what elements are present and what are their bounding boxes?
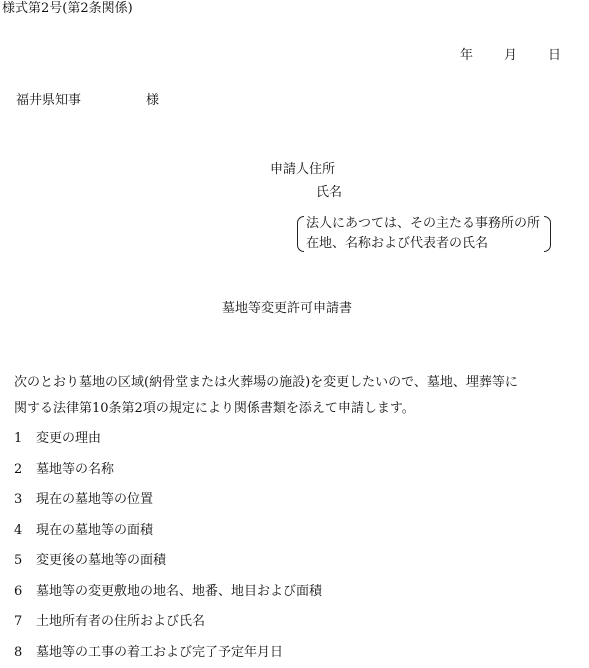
body-line-2: 関する法律第10条第2項の規定により関係書類を添えて申請します。	[14, 396, 584, 422]
corporate-note-line-1: 法人にあつては、その主たる事務所の所	[306, 214, 540, 234]
date-day-label: 日	[548, 49, 561, 62]
date-year-label: 年	[460, 49, 473, 62]
document-title: 墓地等変更許可申請書	[222, 302, 352, 315]
list-item	[14, 546, 322, 577]
corporate-note-line-2: 在地、名称および代表者の氏名	[306, 234, 540, 254]
item-text: 墓地等の名称	[36, 455, 114, 486]
item-number: 7	[14, 607, 36, 638]
date-month-label: 月	[504, 49, 517, 62]
item-number: 5	[14, 546, 36, 577]
list-item	[14, 577, 322, 608]
right-bracket	[544, 216, 551, 252]
item-text: 現在の墓地等の面積	[36, 516, 153, 547]
list-item	[14, 516, 322, 547]
list-item	[14, 485, 322, 516]
item-number: 3	[14, 485, 36, 516]
applicant-address-label: 申請人住所	[270, 163, 335, 176]
body-line-1: 次のとおり墓地の区域(納骨堂または火葬場の施設)を変更したいので、墓地、埋葬等に	[14, 370, 584, 396]
addressee-name: 福井県知事	[16, 94, 81, 107]
item-list	[14, 424, 322, 668]
item-number: 4	[14, 516, 36, 547]
item-number: 1	[14, 424, 36, 455]
item-number: 2	[14, 455, 36, 486]
form-number: 様式第2号(第2条関係)	[2, 2, 133, 15]
item-number: 8	[14, 638, 36, 668]
list-item	[14, 424, 322, 455]
document-body	[14, 370, 584, 422]
list-item	[14, 455, 322, 486]
applicant-name-label: 氏名	[316, 186, 342, 199]
item-text: 墓地等の変更敷地の地名、地番、地目および面積	[36, 577, 322, 608]
item-text: 現在の墓地等の位置	[36, 485, 153, 516]
left-bracket	[297, 216, 304, 252]
item-text: 土地所有者の住所および氏名	[36, 607, 205, 638]
addressee-honorific: 様	[146, 94, 159, 107]
item-number: 6	[14, 577, 36, 608]
list-item	[14, 607, 322, 638]
item-text: 変更の理由	[36, 424, 101, 455]
list-item	[14, 638, 322, 668]
item-text: 変更後の墓地等の面積	[36, 546, 166, 577]
corporate-note	[296, 214, 552, 254]
item-text: 墓地等の工事の着工および完了予定年月日	[36, 638, 283, 668]
